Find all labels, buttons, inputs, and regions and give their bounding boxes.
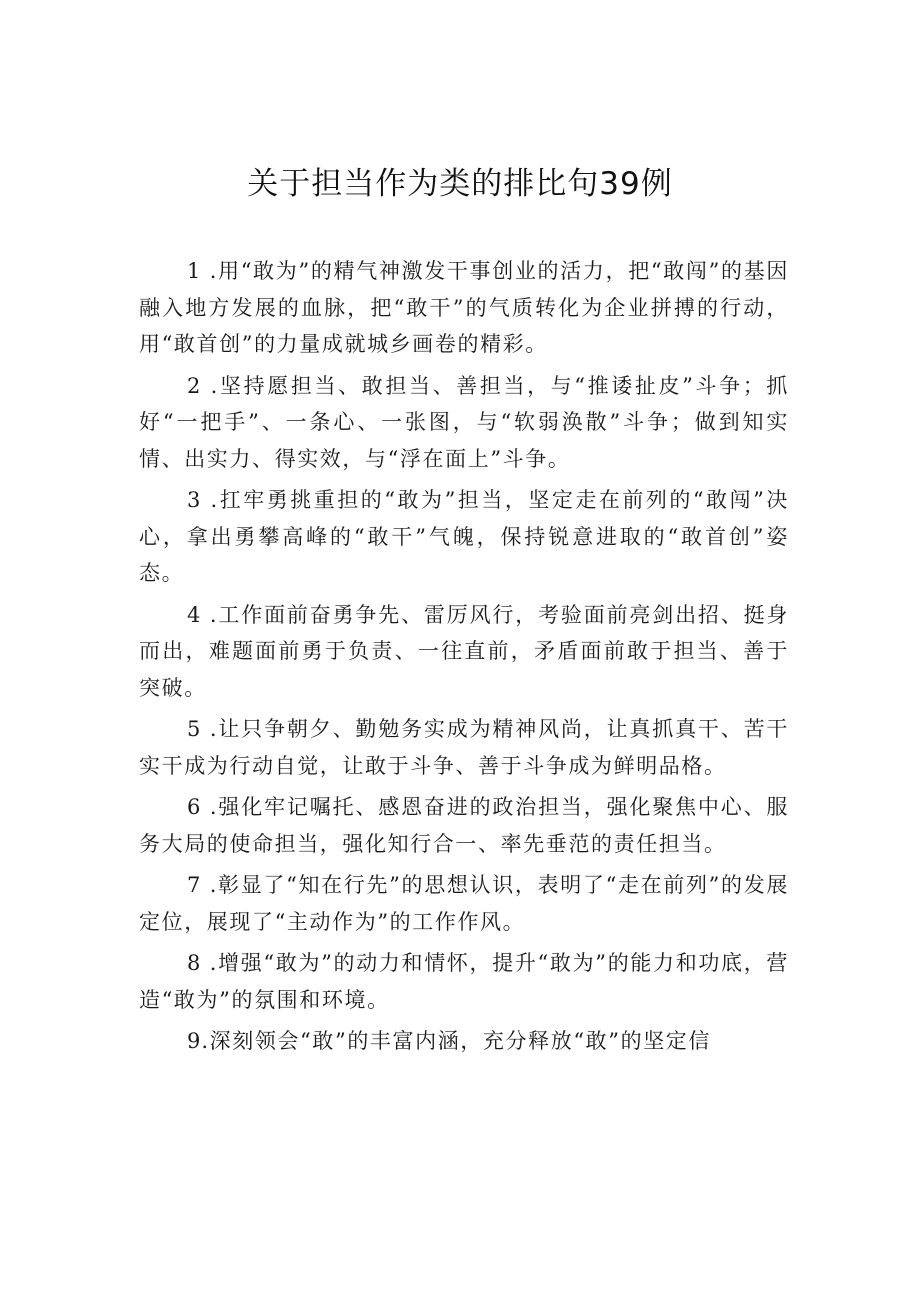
item-separator: . [201, 602, 219, 627]
item-text: 强化牢记嘱托、感恩奋进的政治担当，强化聚焦中心、服务大局的使命担当，强化知行合一、率先垂范的责任担当。 [139, 795, 789, 856]
item-number: 7 [187, 873, 202, 897]
item-number: 2 [187, 373, 202, 398]
item-separator: . [201, 1029, 210, 1053]
item-number: 3 [187, 488, 202, 512]
item-separator: . [201, 795, 219, 819]
item-number: 4 [187, 602, 202, 627]
list-item [139, 1023, 789, 1065]
list-item [139, 368, 789, 483]
list-item [139, 482, 789, 597]
item-text: 用“敢为”的精气神激发干事创业的活力，把“敢闯”的基因融入地方发展的血脉，把“敢干”的气质转化为企业拼搏的行动，用“敢首创”的力量成就城乡画卷的精彩。 [139, 259, 789, 356]
item-number: 1 [187, 259, 202, 283]
item-text: 坚持愿担当、敢担当、善担当，与“推诿扯皮”斗争；抓好“一把手”、一条心、一张图，与“软弱涣散”斗争；做到知实情、出实力、得实效，与“浮在面上”斗争。 [139, 373, 789, 471]
item-separator: . [201, 717, 219, 741]
list-item [139, 789, 789, 867]
list-item [139, 597, 789, 712]
item-number: 8 [187, 951, 202, 975]
item-separator: . [201, 373, 219, 398]
list-item [139, 867, 789, 945]
item-separator: . [201, 951, 218, 975]
item-number: 5 [187, 717, 202, 741]
document-body [139, 253, 789, 1065]
item-text: 彰显了“知在行先”的思想认识，表明了“走在前列”的发展定位，展现了“主动作为”的工作作风。 [139, 873, 789, 934]
list-item [139, 253, 789, 368]
list-item [139, 711, 789, 789]
document-title: 关于担当作为类的排比句39例 [247, 166, 673, 202]
list-item [139, 945, 789, 1023]
item-text: 扛牢勇挑重担的“敢为”担当，坚定走在前列的“敢闯”决心，拿出勇攀高峰的“敢干”气魄，保持锐意进取的“敢首创”姿态。 [139, 488, 789, 585]
item-number: 6 [187, 795, 202, 819]
item-text: 深刻领会“敢”的丰富内涵，充分释放“敢”的坚定信 [209, 1029, 711, 1053]
item-text: 让只争朝夕、勤勉务实成为精神风尚，让真抓真干、苦干实干成为行动自觉，让敢于斗争、善于斗争成为鲜明品格。 [139, 717, 789, 778]
item-separator: . [201, 259, 218, 283]
item-separator: . [201, 873, 218, 897]
item-number: 9 [187, 1029, 202, 1053]
item-separator: . [201, 488, 219, 512]
item-text: 增强“敢为”的动力和情怀，提升“敢为”的能力和功底，营造“敢为”的氛围和环境。 [139, 951, 789, 1012]
item-text: 工作面前奋勇争先、雷厉风行，考验面前亮剑出招、挺身而出，难题面前勇于负责、一往直前，矛盾面前敢于担当、善于突破。 [139, 602, 789, 700]
